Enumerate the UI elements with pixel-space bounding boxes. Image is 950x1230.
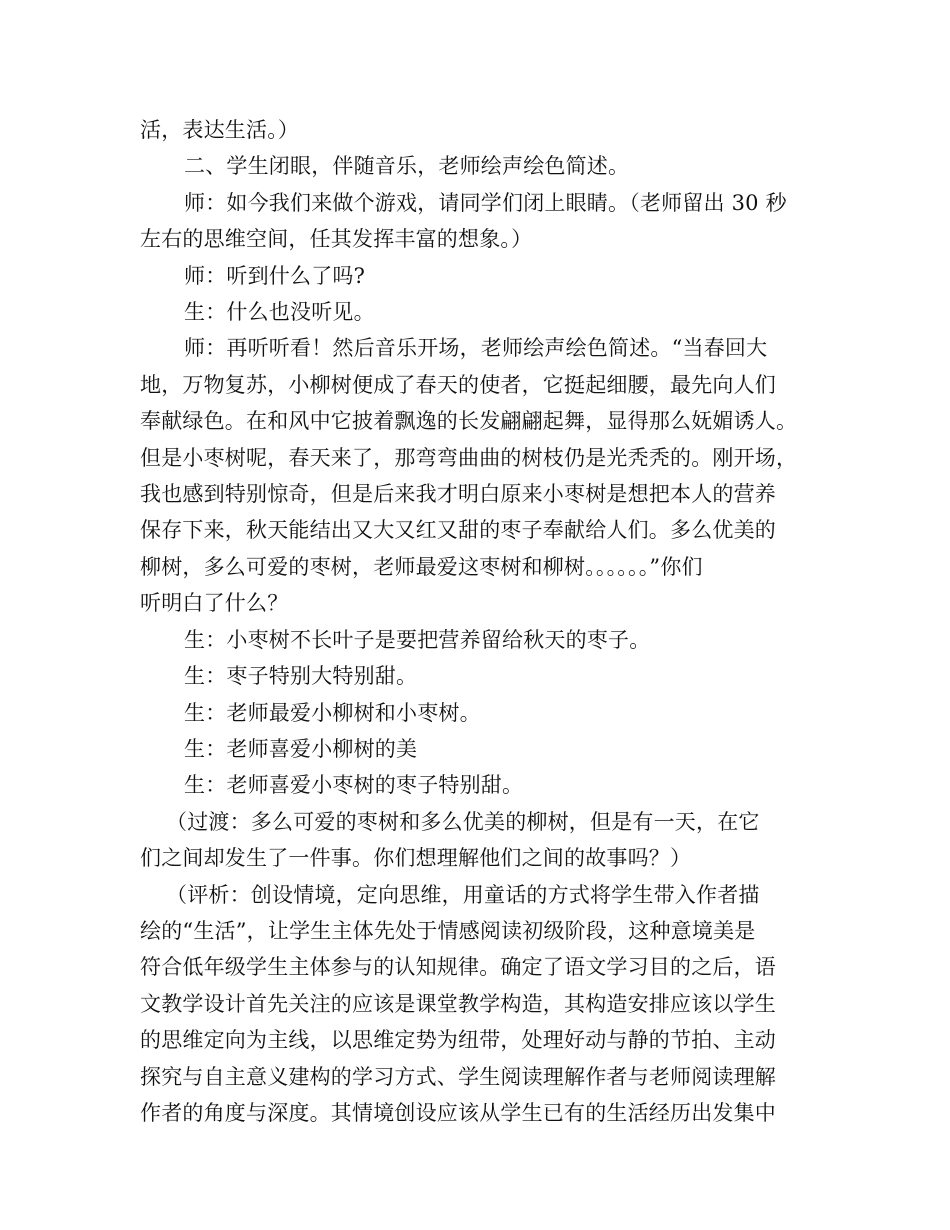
text-line: 文教学设计首先关注的应该是课堂教学构造，其构造安排应该以学生	[140, 991, 776, 1016]
text-line: 师：听到什么了吗?	[184, 263, 366, 288]
text-line: 保存下来，秋天能结出又大又红又甜的枣子奉献给人们。多么优美的	[140, 518, 776, 543]
text-line: 二、学生闭眼，伴随音乐，老师绘声绘色简述。	[184, 154, 630, 179]
text-line: 符合低年级学生主体参与的认知规律。确定了语文学习目的之后，语	[140, 955, 776, 980]
text-line: （过渡：多么可爱的枣树和多么优美的柳树，但是有一天，在它	[166, 809, 760, 834]
text-line: 左右的思维空间，任其发挥丰富的想象。）	[140, 227, 533, 252]
text-line: 的思维定向为主线，以思维定势为纽带，处理好动与静的节拍、主动	[140, 1028, 776, 1053]
text-line: 我也感到特别惊奇，但是后来我才明白原来小枣树是想把本人的营养	[140, 482, 776, 507]
text-line: 生：小枣树不长叶子是要把营养留给秋天的枣子。	[184, 627, 651, 652]
text-line: 师：再听听看！然后音乐开场，老师绘声绘色简述。“当春回大	[184, 336, 768, 361]
text-line: 听明白了什么？	[140, 591, 289, 616]
text-line: 生：枣子特别大特别甜。	[184, 664, 418, 689]
text-line: 绘的“生活”，让学生主体先处于情感阅读初级阶段，这种意境美是	[140, 918, 756, 943]
text-line: 生：什么也没听见。	[184, 300, 375, 325]
text-line: 生：老师喜爱小枣树的枣子特别甜。	[184, 773, 524, 798]
text-line: 师：如今我们来做个游戏，请同学们闭上眼睛。（老师留出 30 秒	[184, 190, 787, 215]
text-line: 活，表达生活。）	[140, 118, 300, 142]
document-body	[140, 112, 820, 1131]
text-line: 奉献绿色。在和风中它披着飘逸的长发翩翩起舞，显得那么妩媚诱人。	[140, 409, 798, 434]
text-line: 们之间却发生了一件事。你们想理解他们之间的故事吗？）	[140, 846, 692, 871]
text-line: 柳树，多么可爱的枣树，老师最爱这枣树和柳树。。。。。。”你们	[140, 554, 703, 579]
text-line: 生：老师最爱小柳树和小枣树。	[184, 700, 481, 725]
text-line: 作者的角度与深度。其情境创设应该从学生已有的生活经历出发集中	[140, 1100, 776, 1125]
text-line: 但是小枣树呢，春天来了，那弯弯曲曲的树枝仍是光秃秃的。刚开场，	[140, 445, 798, 470]
text-line: （评析：创设情境，定向思维，用童话的方式将学生带入作者描	[166, 882, 760, 907]
text-line: 地，万物复苏，小柳树便成了春天的使者，它挺起细腰，最先向人们	[140, 372, 776, 397]
text-line: 探究与自主意义建构的学习方式、学生阅读理解作者与老师阅读理解	[140, 1064, 776, 1089]
text-line: 生：老师喜爱小柳树的美	[184, 736, 418, 761]
